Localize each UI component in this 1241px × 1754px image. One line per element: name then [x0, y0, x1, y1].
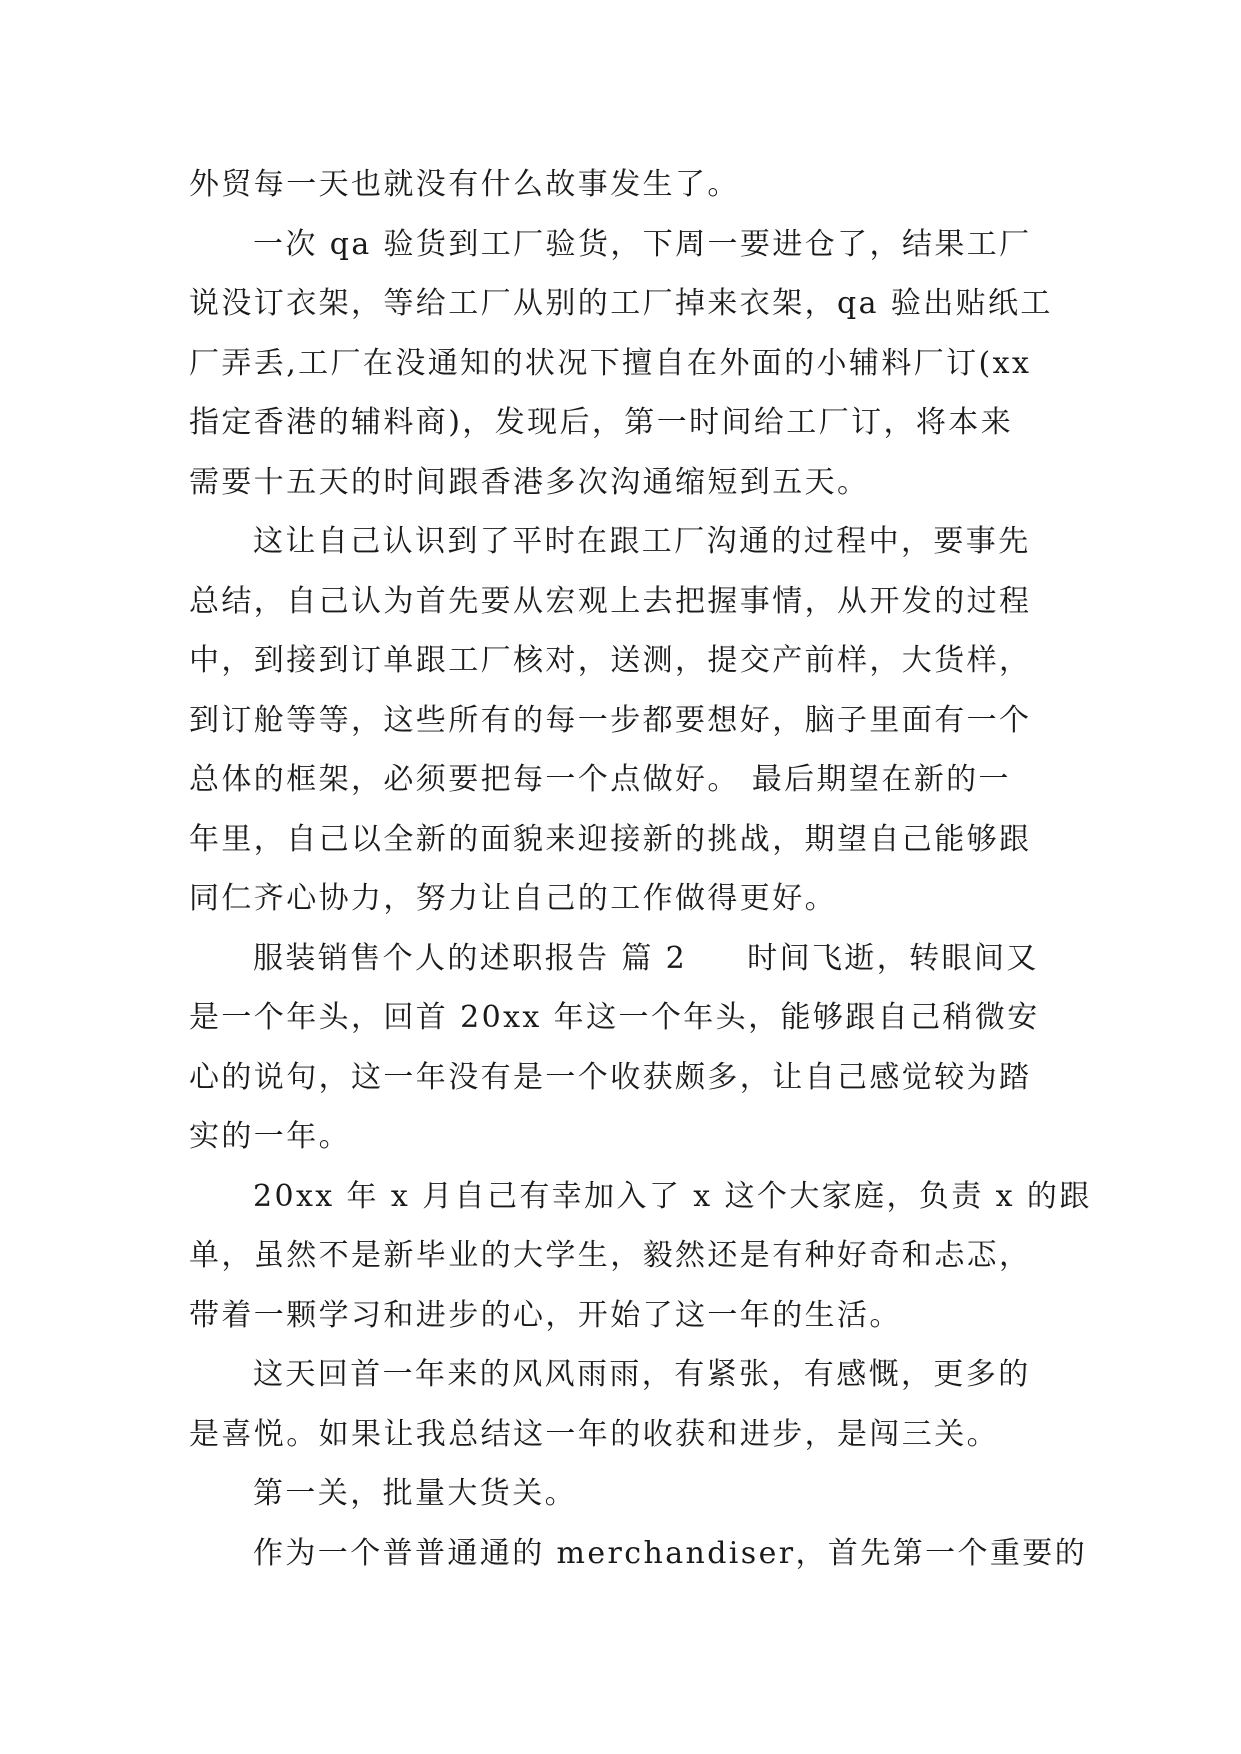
text-line: 20xx 年 x 月自己有幸加入了 x 这个大家庭，负责 x 的跟 [253, 1178, 1092, 1214]
text-line: 总体的框架，必须要把每一个点做好。 最后期望在新的一 [189, 762, 1011, 797]
text-fragment: 时间飞逝，转眼间又 [747, 940, 1039, 976]
text-line: 到订舱等等，这些所有的每一步都要想好，脑子里面有一个 [189, 702, 1032, 738]
text-line: 年里，自己以全新的面貌来迎接新的挑战，期望自己能够跟 [189, 821, 1032, 857]
section-heading: 服装销售个人的述职报告 篇 2 [253, 940, 688, 976]
text-line: 外贸每一天也就没有什么故事发生了。 [189, 167, 740, 202]
document-body [189, 155, 1092, 1583]
text-line: 是一个年头，回首 20xx 年这一个年头，能够跟自己稍微安 [189, 1000, 1040, 1035]
text-line: 指定香港的辅料商)，发现后，第一时间给工厂订，将本来 [189, 405, 1014, 440]
text-line: 厂弄丢,工厂在没通知的状况下擅自在外面的小辅料厂订(xx [189, 345, 1032, 381]
text-line: 第一关，批量大货关。 [253, 1476, 577, 1511]
text-line: 一次 qa 验货到工厂验货，下周一要进仓了，结果工厂 [253, 226, 1032, 262]
text-line: 是喜悦。如果让我总结这一年的收获和进步，是闯三关。 [189, 1416, 999, 1452]
text-line: 带着一颗学习和进步的心，开始了这一年的生活。 [189, 1297, 902, 1333]
text-line: 单，虽然不是新毕业的大学生，毅然还是有种好奇和忐忑， [189, 1238, 1032, 1273]
text-line: 这让自己认识到了平时在跟工厂沟通的过程中，要事先 [253, 524, 1031, 559]
text-line: 这天回首一年来的风风雨雨，有紧张，有感慨，更多的 [253, 1357, 1031, 1392]
text-line: 实的一年。 [189, 1119, 351, 1154]
text-line: 说没订衣架，等给工厂从别的工厂掉来衣架，qa 验出贴纸工 [189, 286, 1053, 321]
text-line: 心的说句，这一年没有是一个收获颇多，让自己感觉较为踏 [189, 1059, 1032, 1095]
text-line: 需要十五天的时间跟香港多次沟通缩短到五天。 [189, 464, 870, 500]
text-line: 作为一个普普通通的 merchandiser，首先第一个重要的 [253, 1535, 1088, 1571]
section-heading-line [189, 929, 1059, 989]
text-line: 总结，自己认为首先要从宏观上去把握事情，从开发的过程 [189, 583, 1032, 619]
text-line: 中，到接到订单跟工厂核对，送测，提交产前样，大货样， [189, 643, 1032, 678]
text-line: 同仁齐心协力，努力让自己的工作做得更好。 [189, 881, 837, 916]
